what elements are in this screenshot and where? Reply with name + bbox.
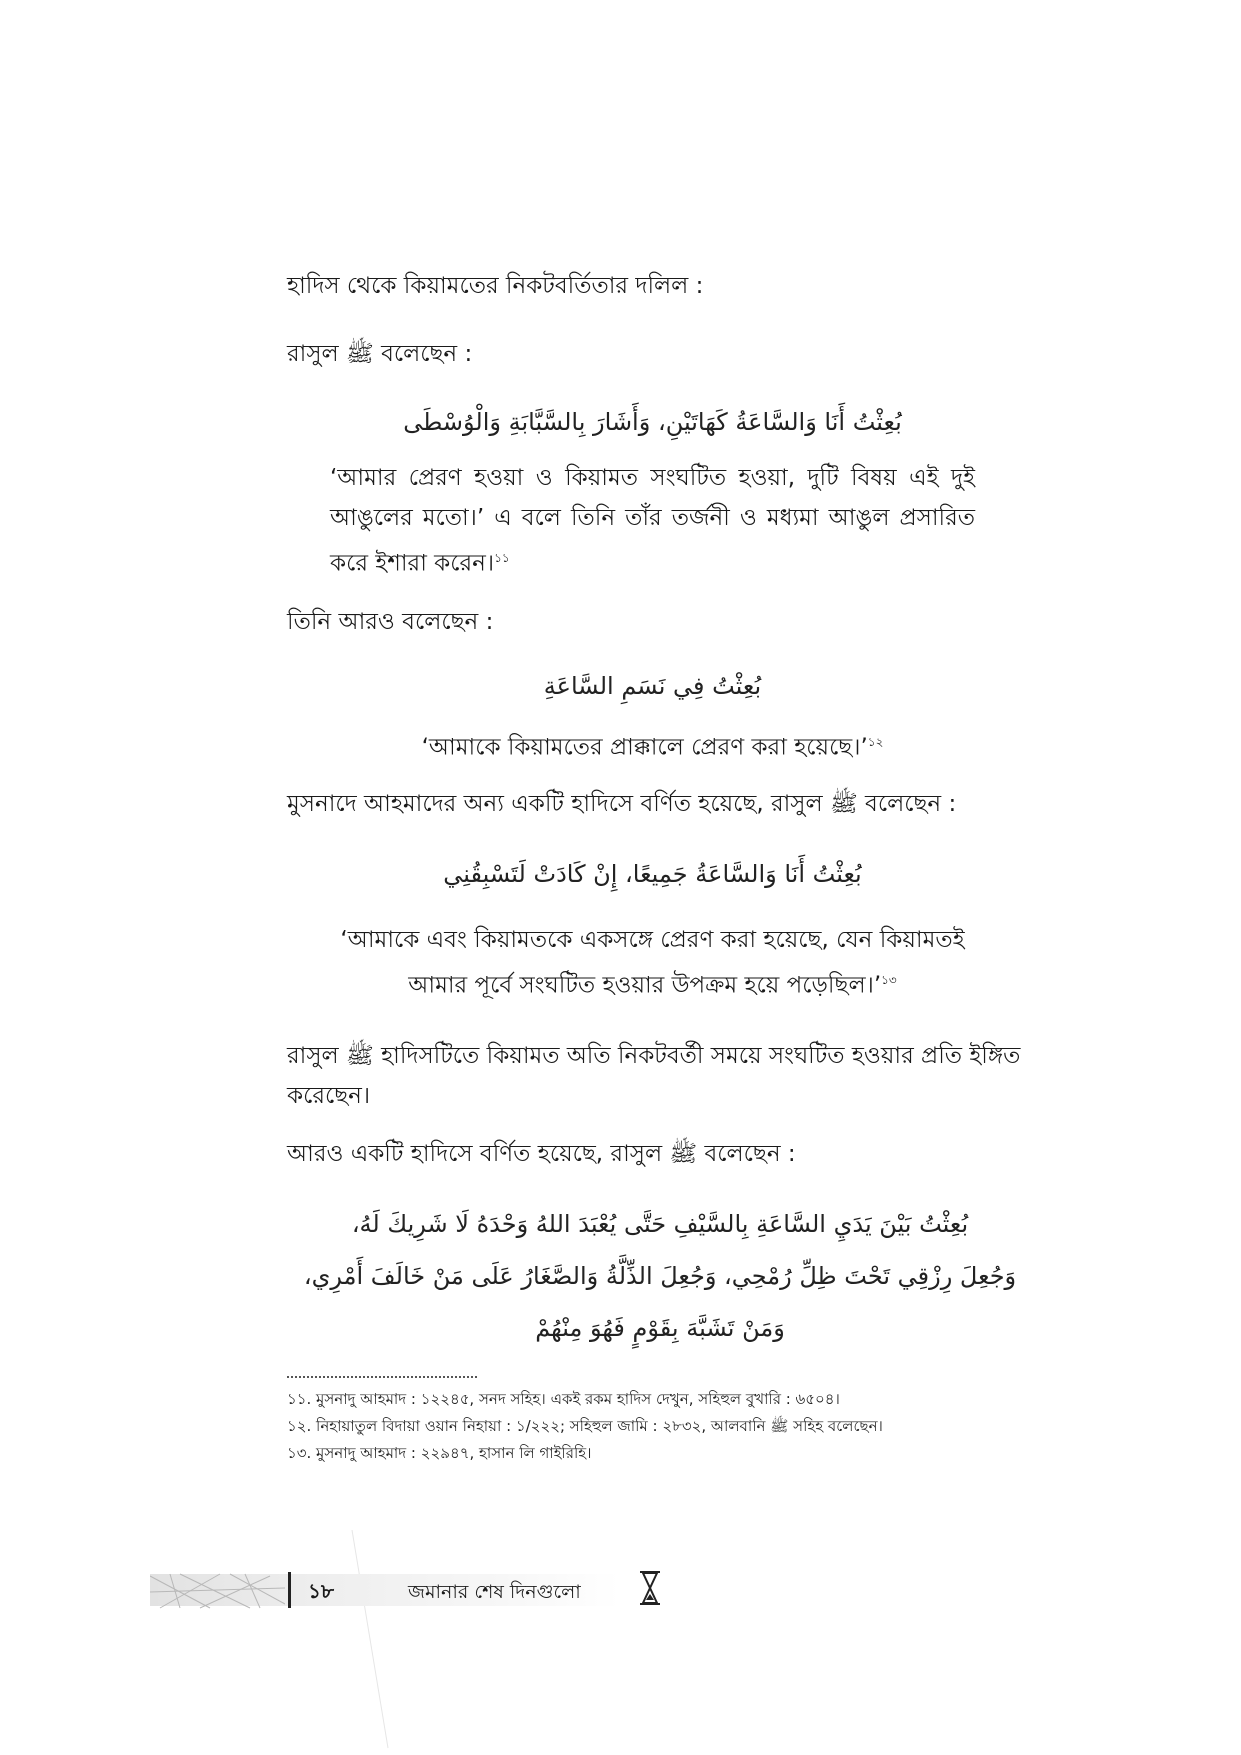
hadith-4-arabic-line-2: وَجُعِلَ رِزْقِي تَحْتَ ظِلِّ رُمْحِي، وَجُعِلَ الذِّلَّةُ وَالصَّغَارُ عَلَى مَنْ خَالَفَ أَمْرِي، <box>303 1262 1017 1290</box>
page-number: ১৮ <box>308 1579 334 1603</box>
hourglass-icon <box>638 1570 662 1606</box>
footer-divider <box>288 1572 291 1608</box>
hadith-1-translation <box>330 458 975 584</box>
hadith-2-translation <box>330 722 975 768</box>
decorative-line <box>350 1530 390 1750</box>
hadith-2-translation-text: ‘আমাকে কিয়ামতের প্রাক্কালে প্রেরণ করা হয়েছে।’ <box>421 734 868 761</box>
footnote-divider <box>287 1376 477 1378</box>
section-heading: হাদিস থেকে কিয়ামতের নিকটবর্তিতার দলিল : <box>287 273 704 299</box>
hadith-2-arabic: بُعِثْتُ فِي نَسَمِ السَّاعَةِ <box>543 672 762 700</box>
hadith-1-arabic: بُعِثْتُ أَنَا وَالسَّاعَةُ كَهَاتَيْنِ، وَأَشَارَ بِالسَّبَّابَةِ وَالْوُسْطَى <box>403 408 902 436</box>
hadith-3-commentary: রাসুল ﷺ হাদিসটিতে কিয়ামত অতি নিকটবর্তী সময়ে সংঘটিত হওয়ার প্রতি ইঙ্গিত করেছেন। <box>287 1043 1021 1109</box>
hadith-3-arabic: بُعِثْتُ أَنَا وَالسَّاعَةُ جَمِيعًا، إِنْ كَادَتْ لَتَسْبِقُنِي <box>443 860 862 888</box>
hadith-4-arabic-line-3: وَمَنْ تَشَبَّهَ بِقَوْمٍ فَهُوَ مِنْهُمْ <box>535 1314 785 1342</box>
hadith-4-arabic <box>300 1198 1020 1354</box>
footnotes <box>287 1386 1021 1467</box>
hadith-1-intro: রাসুল ﷺ বলেছেন : <box>287 341 473 367</box>
page-footer <box>150 1568 670 1610</box>
footer-pattern <box>150 1568 285 1610</box>
footnote-11: ১১. মুসনাদু আহমাদ : ১২২৪৫, সনদ সহিহ। একই রকম হাদিস দেখুন, সহিহুল বুখারি : ৬৫০৪। <box>287 1390 840 1408</box>
footnote-12: ১২. নিহায়াতুল বিদায়া ওয়ান নিহায়া : ১/২২২; সহিহুল জামি : ২৮৩২, আলবানি ﷺ সহিহ বলেছেন। <box>287 1417 883 1435</box>
footnote-13: ১৩. মুসনাদু আহমাদ : ২২৯৪৭, হাসান লি গাইরিহি। <box>287 1444 592 1462</box>
footnote-ref-12[interactable]: ১২ <box>867 735 884 749</box>
book-title: জমানার শেষ দিনগুলো <box>408 1581 581 1603</box>
hadith-3-translation <box>330 920 975 1006</box>
hadith-3-translation-text: ‘আমাকে এবং কিয়ামতকে একসঙ্গে প্রেরণ করা হয়েছে, যেন কিয়ামতই আমার পূর্বে সংঘটিত হওয়ার উপক্রম হয়ে পড়েছিল।’ <box>340 927 965 999</box>
hadith-2-intro: তিনি আরও বলেছেন : <box>287 609 494 635</box>
hadith-1-translation-text: ‘আমার প্রেরণ হওয়া ও কিয়ামত সংঘটিত হওয়া, দুটি বিষয় এই দুই আঙুলের মতো।’ এ বলে তিনি তাঁর তর্জনী ও মধ্যমা আঙুল প্রসারিত করে ইশারা করেন। <box>330 465 975 577</box>
footnote-ref-11[interactable]: ১১ <box>494 551 510 565</box>
hadith-4-intro: আরও একটি হাদিসে বর্ণিত হয়েছে, রাসুল ﷺ বলেছেন : <box>287 1141 796 1167</box>
hadith-4-arabic-line-1: بُعِثْتُ بَيْنَ يَدَيِ السَّاعَةِ بِالسَّيْفِ حَتَّى يُعْبَدَ اللهُ وَحْدَهُ لَا شَرِيكَ لَهُ، <box>351 1210 969 1238</box>
hadith-3-intro: মুসনাদে আহমাদের অন্য একটি হাদিসে বর্ণিত হয়েছে, রাসুল ﷺ বলেছেন : <box>287 791 957 817</box>
footnote-ref-13[interactable]: ১৩ <box>881 973 897 987</box>
